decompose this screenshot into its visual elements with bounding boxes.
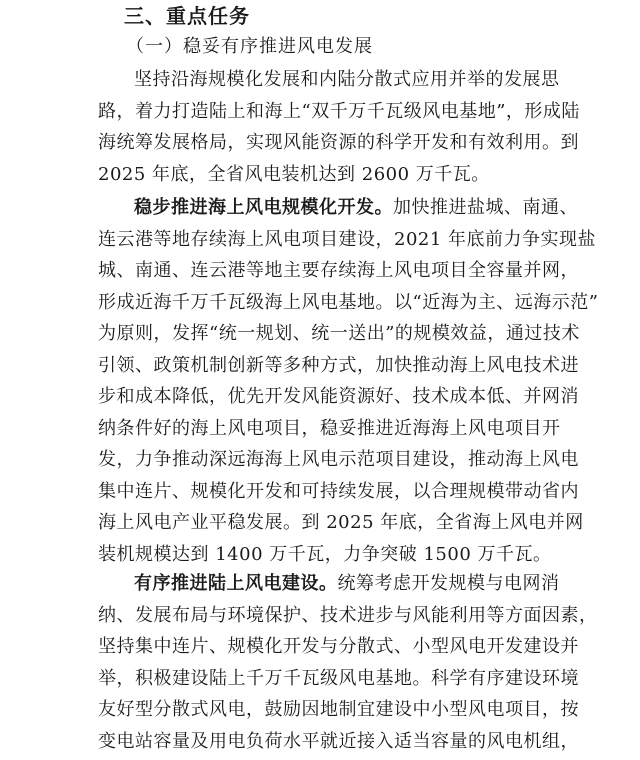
paragraph-line: 路，着力打造陆上和海上“双千万千瓦级风电基地”，形成陆 — [98, 100, 580, 122]
paragraph-line: 为原则，发挥“统一规划、统一送出”的规模效益，通过技术 — [98, 323, 580, 344]
paragraph-lead: 稳步推进海上风电规模化开发。 — [134, 197, 393, 218]
paragraph-line — [98, 568, 558, 600]
paragraph-lead: 有序推进陆上风电建设。 — [134, 573, 338, 594]
paragraph-line: 城、南通、连云港等地主要存续海上风电项目全容量并网， — [98, 260, 579, 281]
paragraph-line: 引领、政策机制创新等多种方式，加快推动海上风电技术进 — [98, 354, 579, 376]
paragraph-line: 纳、发展布局与环境保护、技术进步与风能利用等方面因素， — [98, 604, 598, 626]
paragraph-line: 形成近海千万千瓦级海上风电基地。以“近海为主、远海示范” — [98, 291, 599, 313]
paragraph-line: 坚持沿海规模化发展和内陆分散式应用并举的发展思 — [134, 69, 560, 90]
paragraph-line-text: 加快推进盐城、南通、 — [393, 197, 578, 218]
paragraph-line: 海上风电产业平稳发展。到 2025 年底，全省海上风电并网 — [98, 512, 584, 533]
paragraph-line: 变电站容量及用电负荷水平就近接入适当容量的风电机组， — [98, 730, 579, 752]
subsection-heading: （一）稳妥有序推进风电发展 — [126, 36, 373, 57]
paragraph-line: 友好型分散式风电，鼓励因地制宜建设中小型风电项目，按 — [98, 699, 579, 720]
paragraph-line: 纳条件好的海上风电项目，稳妥推进近海海上风电项目开 — [98, 417, 561, 439]
paragraph-3 — [98, 568, 598, 757]
paragraph-line-text: 统筹考虑开发规模与电网消 — [337, 573, 560, 594]
paragraph-line: 装机规模达到 1400 万千瓦，力争突破 1500 万千瓦。 — [98, 543, 552, 565]
section-heading: 三、重点任务 — [124, 4, 250, 28]
paragraph-line: 2025 年底，全省风电装机达到 2600 万千瓦。 — [98, 163, 490, 185]
paragraph-line: 连云港等地存续海上风电项目建设，2021 年底前力争实现盐 — [98, 228, 597, 250]
paragraph-line: 发，力争推动深远海海上风电示范项目建设，推动海上风电 — [98, 449, 579, 470]
paragraph-line — [98, 192, 578, 224]
paragraph-line: 海统筹发展格局，实现风能资源的科学开发和有效利用。到 — [98, 132, 579, 153]
paragraph-line: 举，积极建设陆上千万千瓦级风电基地。科学有序建设环境 — [98, 667, 579, 689]
paragraph-line: 步和成本降低，优先开发风能资源好、技术成本低、并网消 — [98, 386, 579, 407]
paragraph-line: 集中连片、规模化开发和可持续发展，以合理规模带动省内 — [98, 480, 579, 502]
paragraph-line: 坚持集中连片、规模化开发与分散式、小型风电开发建设并 — [98, 636, 579, 657]
paragraph-1 — [98, 64, 580, 190]
paragraph-2 — [98, 192, 599, 570]
